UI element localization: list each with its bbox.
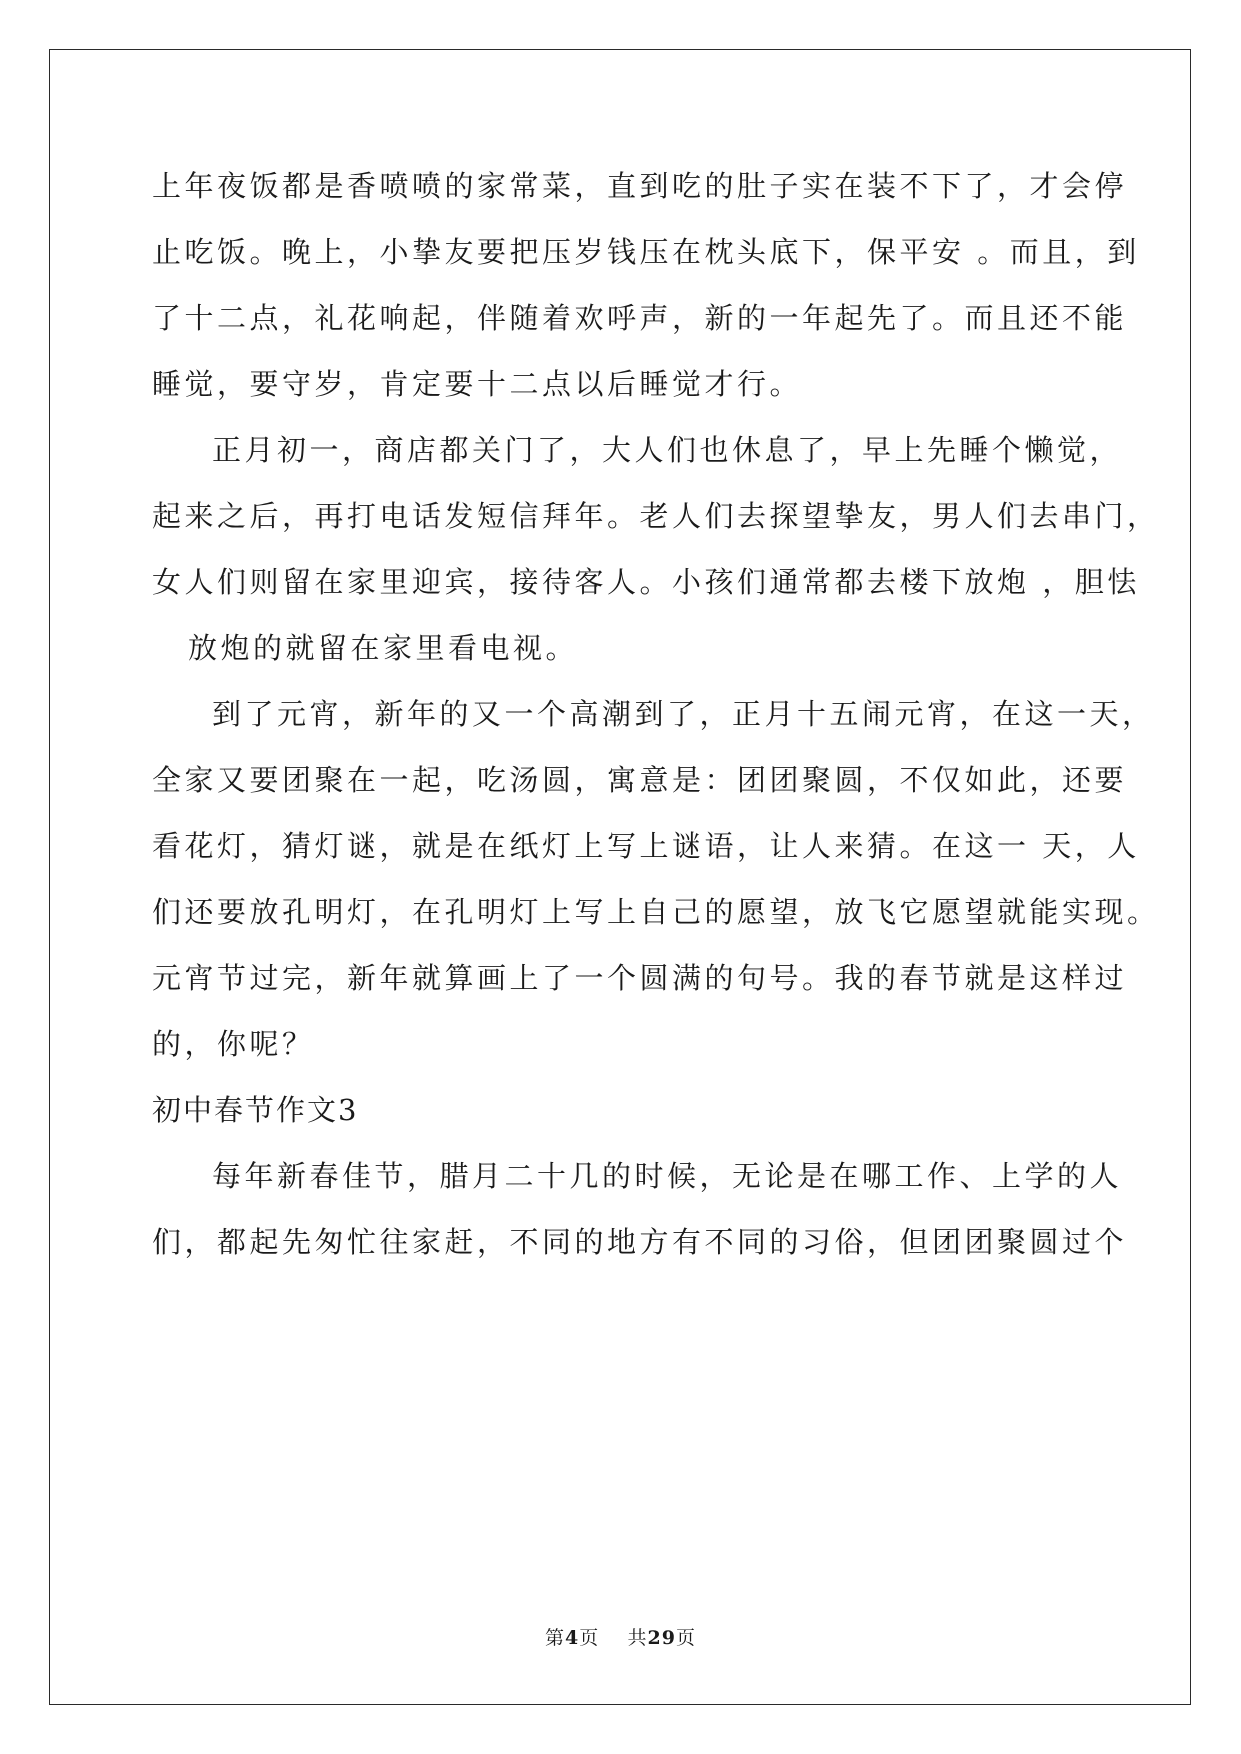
text-line: 起来之后，再打电话发短信拜年。老人们去探望挚友，男人们去串门， bbox=[152, 499, 1160, 533]
section-heading: 初中春节作文3 bbox=[152, 1093, 359, 1127]
text-line: 女人们则留在家里迎宾，接待客人。小孩们通常都去楼下放炮 ，胆怯 bbox=[152, 565, 1140, 599]
footer-total-prefix: 共 bbox=[627, 1627, 648, 1649]
text-line: 们，都起先匆忙往家赶，不同的地方有不同的习俗，但团团聚圆过个 bbox=[152, 1225, 1128, 1259]
total-page-count: 29 bbox=[647, 1627, 676, 1649]
text-line: 止吃饭。晚上，小挚友要把压岁钱压在枕头底下，保平安 。而且，到 bbox=[152, 235, 1140, 269]
footer-prefix: 第 bbox=[545, 1627, 566, 1649]
page-footer bbox=[0, 1626, 1241, 1650]
paragraph-first-line: 正月初一，商店都关门了，大人们也休息了，早上先睡个懒觉， bbox=[212, 433, 1123, 467]
footer-total-unit: 页 bbox=[675, 1627, 696, 1649]
paragraph-first-line: 每年新春佳节，腊月二十几的时候，无论是在哪工作、上学的人 bbox=[212, 1159, 1123, 1193]
footer-page-unit: 页 bbox=[579, 1627, 600, 1649]
text-line: 元宵节过完，新年就算画上了一个圆满的句号。我的春节就是这样过 bbox=[152, 961, 1128, 995]
text-line: 睡觉，要守岁，肯定要十二点以后睡觉才行。 bbox=[152, 367, 803, 401]
text-line: 看花灯，猜灯谜，就是在纸灯上写上谜语，让人来猜。在这一 天，人 bbox=[152, 829, 1140, 863]
text-line: 全家又要团聚在一起，吃汤圆，寓意是：团团聚圆，不仅如此，还要 bbox=[152, 763, 1128, 797]
text-line: 们还要放孔明灯，在孔明灯上写上自己的愿望，放飞它愿望就能实现。 bbox=[152, 895, 1160, 929]
current-page-number: 4 bbox=[565, 1627, 580, 1649]
text-line: 了十二点，礼花响起，伴随着欢呼声，新的一年起先了。而且还不能 bbox=[152, 301, 1128, 335]
text-line: 的，你呢？ bbox=[152, 1027, 315, 1061]
text-line: 上年夜饭都是香喷喷的家常菜，直到吃的肚子实在装不下了，才会停 bbox=[152, 169, 1128, 203]
text-line: 放炮的就留在家里看电视。 bbox=[188, 631, 579, 665]
paragraph-first-line: 到了元宵，新年的又一个高潮到了，正月十五闹元宵，在这一天， bbox=[212, 697, 1155, 731]
